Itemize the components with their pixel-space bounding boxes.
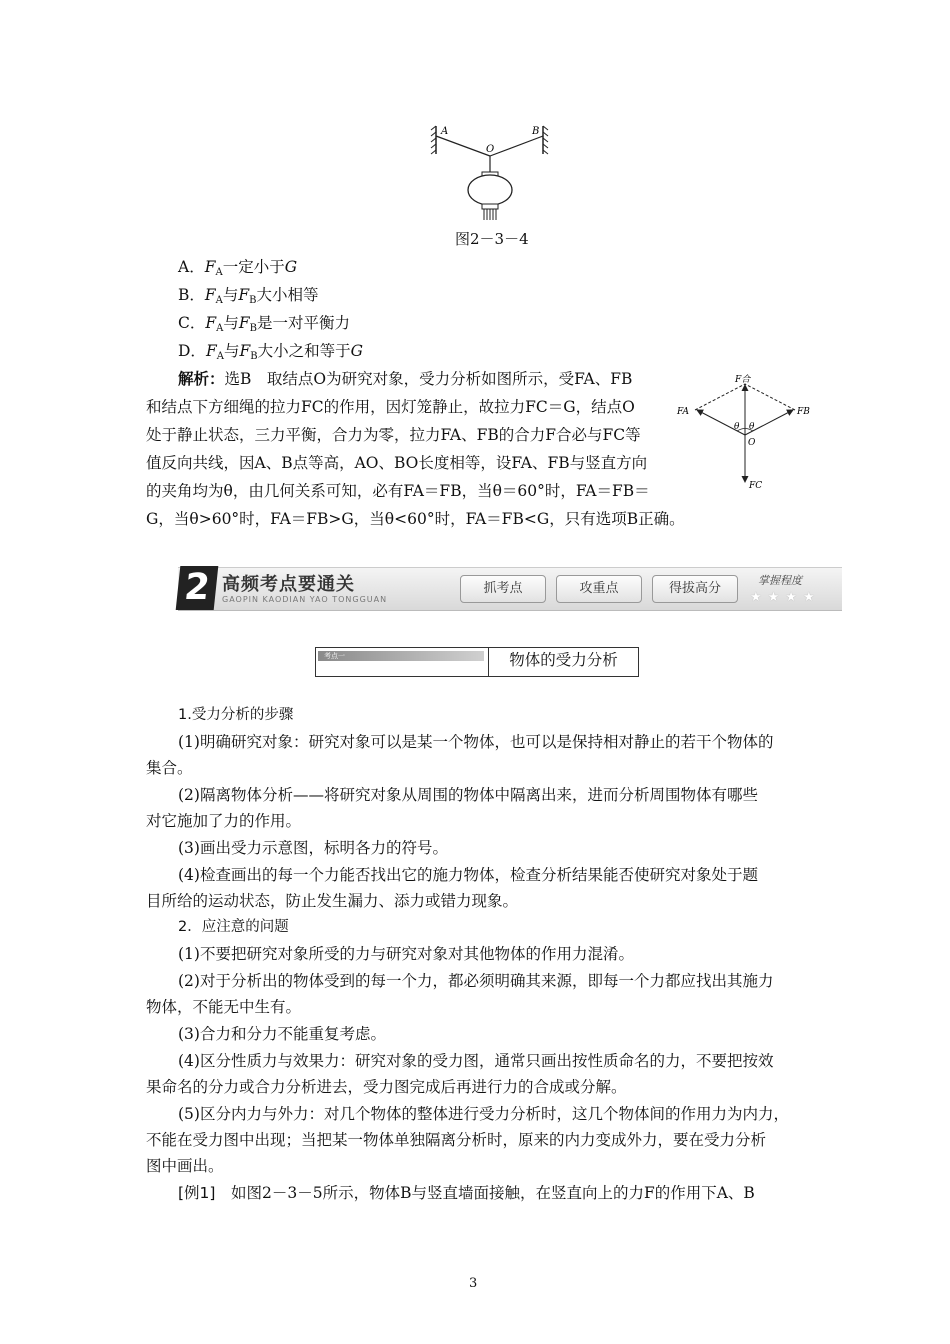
tab-zhua-kaodian[interactable]: 抓考点 (460, 575, 546, 603)
example-text: 如图2－3－5所示，物体B与竖直墙面接触，在竖直向上的力F的作用下A、B (230, 1184, 755, 1202)
body-line: (3)合力和分力不能重复考虑。 (178, 1025, 386, 1043)
body-line: 图中画出。 (146, 1157, 224, 1175)
tab-de-bagaofen[interactable]: 得拔高分 (652, 575, 738, 603)
analysis-line-2: 和结点下方细绳的拉力FC的作用，因灯笼静止，故拉力FC＝G，结点O (146, 398, 635, 416)
kaodian-tag: 考点一 (324, 652, 345, 660)
analysis-line-6: G，当θ>60°时，FA＝FB>G，当θ<60°时，FA＝FB<G，只有选项B正确。 (146, 510, 685, 528)
body-line: (5)区分内力与外力：对几个物体的整体进行受力分析时，这几个物体间的作用力为内力， (178, 1105, 789, 1123)
body-line: (3)画出受力示意图，标明各力的符号。 (178, 839, 448, 857)
section-subtitle: GAOPIN KAODIAN YAO TONGGUAN (222, 595, 388, 604)
label-o: O (486, 144, 495, 155)
label-b: B (532, 126, 540, 137)
kaodian-tag-bar (318, 651, 484, 661)
body-line: 目所给的运动状态，防止发生漏力、添力或错力现象。 (146, 892, 519, 910)
mastery-label: 掌握程度 (758, 574, 802, 587)
analysis-line-5: 的夹角均为θ，由几何关系可知，必有FA＝FB，当θ＝60°时，FA＝FB＝ (146, 482, 650, 500)
body-line: 物体，不能无中生有。 (146, 998, 302, 1016)
body-line: 果命名的分力或合力分析进去，受力图完成后再进行力的合成或分解。 (146, 1078, 627, 1096)
option-a: A．$F_A$一定小于G (178, 258, 298, 278)
body-line: (2)隔离物体分析——将研究对象从周围的物体中隔离出来，进而分析周围物体有哪些 (178, 786, 758, 804)
analysis-line-1: 解析：选B 取结点O为研究对象，受力分析如图所示，受FA、FB (178, 369, 633, 388)
section-number: 2 (176, 566, 219, 610)
mastery-stars: ★★★★ (750, 590, 821, 605)
body-line: (4)区分性质力与效果力：研究对象的受力图，通常只画出按性质命名的力，不要把按效 (178, 1052, 774, 1070)
label-o2: O (748, 438, 756, 448)
option-b: B．$F_A$与$F_B$大小相等 (178, 286, 319, 306)
example-label: [例1] (178, 1184, 216, 1202)
body-line: 1.受力分析的步骤 (178, 707, 294, 723)
label-f-c: FC (749, 481, 763, 491)
page-number: 3 (469, 1276, 478, 1291)
body-line: 集合。 (146, 759, 193, 777)
label-theta-left: θ (734, 422, 740, 432)
body-line: (1)明确研究对象：研究对象可以是某一个物体，也可以是保持相对静止的若干个物体的 (178, 733, 774, 751)
label-f-he: F合 (735, 375, 751, 385)
analysis-line-4: 值反向共线，因A、B点等高，AO、BO长度相等，设FA、FB与竖直方向 (146, 454, 648, 472)
option-c: C．$F_A$与$F_B$是一对平衡力 (178, 314, 351, 334)
kaodian-box (315, 647, 639, 677)
body-line: (2)对于分析出的物体受到的每一个力，都必须明确其来源，即每一个力都应找出其施力 (178, 972, 774, 990)
lantern-figure (430, 120, 550, 225)
analysis-line-3: 处于静止状态，三力平衡，合力为零，拉力FA、FB的合力F合必与FC等 (146, 426, 641, 444)
tab-gong-zhongdian[interactable]: 攻重点 (556, 575, 642, 603)
label-f-a: FA (677, 407, 689, 417)
body-line: 对它施加了力的作用。 (146, 812, 302, 830)
section-title: 高频考点要通关 (222, 574, 355, 595)
body-line: (4)检查画出的每一个力能否找出它的施力物体，检查分析结果能否使研究对象处于题 (178, 866, 758, 884)
label-f-b: FB (797, 407, 810, 417)
body-line: (1)不要把研究对象所受的力与研究对象对其他物体的作用力混淆。 (178, 945, 634, 963)
force-diagram (675, 370, 820, 495)
kaodian-tag-cell (316, 648, 489, 676)
label-a: A (441, 126, 449, 137)
body-line: 2．应注意的问题 (178, 919, 289, 935)
option-d: D．$F_A$与$F_B$大小之和等于G (178, 342, 363, 362)
figure-caption: 图2－3－4 (455, 230, 529, 248)
section-banner (178, 567, 842, 611)
label-theta-right: θ (749, 422, 755, 432)
body-line: 不能在受力图中出现；当把某一物体单独隔离分析时，原来的内力变成外力，要在受力分析 (146, 1131, 767, 1149)
example-line (178, 1183, 755, 1203)
kaodian-title: 物体的受力分析 (509, 651, 618, 669)
